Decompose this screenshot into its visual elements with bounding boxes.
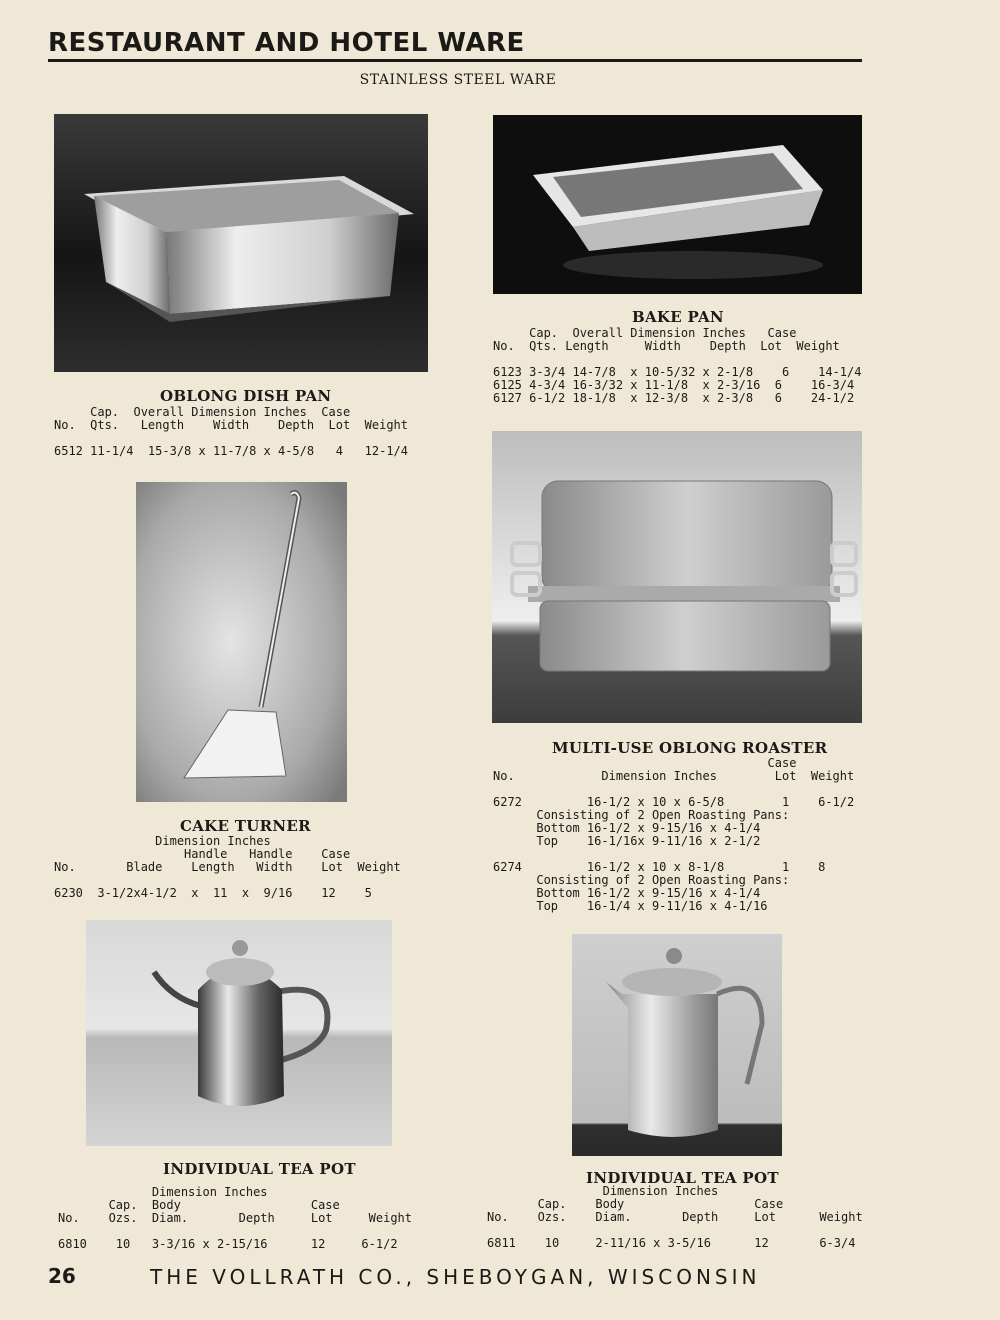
roaster-title: MULTI-USE OBLONG ROASTER [552,739,828,757]
bake-pan-photo [493,115,862,294]
dish-pan-table: Cap. Overall Dimension Inches Case No. Qts. Length Width Depth Lot Weight 6512 11-1/4 15-3/8 x 11-7/8 x 4-5/8 4 12-1/4 [54,405,409,458]
bake-pan-title: BAKE PAN [632,308,724,326]
teapot-6811-title: INDIVIDUAL TEA POT [586,1169,779,1187]
teapot-6810-table: Dimension Inches Cap. Body Case No. Ozs. Diam. Depth Lot Weight 6810 10 3-3/16 x 2-15/16 12 6-1/2 [58,1185,413,1251]
cake-turner-photo [136,482,347,802]
bake-pan-table: Cap. Overall Dimension Inches Case No. Qts. Length Width Depth Lot Weight 6123 3-3/4 14-7/8 x 10-5/32 x 2-1/8 6 14-1/4 6125 4-3/4 16-3/32 x 11-1/8 x 2-3/16 6 16-3/4 6127 6-1/2 18-1/8 x 12-3/8 x 2-3/8 6 24-1/2 [493,326,862,405]
dish-pan-photo [54,114,428,372]
roaster-photo [492,431,862,723]
roaster-table: Case No. Dimension Inches Lot Weight 6272 16-1/2 x 10 x 6-5/8 1 6-1/2 Consisting of 2 Open Roasting Pans: Bottom 16-1/2 x 9-15/16 x 4-1/4 Top 16-1/16x 9-11/16 x 2-1/2 6274 16-1/2 x 10 x 8-1/8 1 8 Consisting of 2 Open Roasting Pans: Bottom 16-1/2 x 9-15/16 x 4-1/4 Top 16-1/4 x 9-11/16 x 4-1/16 [493,756,855,913]
cake-turner-title: CAKE TURNER [180,817,311,835]
dish-pan-title: OBLONG DISH PAN [160,387,332,405]
page-number: 26 [48,1264,76,1288]
teapot-6810-photo [86,920,392,1146]
footer-company: THE VOLLRATH CO., SHEBOYGAN, WISCONSIN [150,1265,761,1289]
teapot-6811-table: Dimension Inches Cap. Body Case No. Ozs. Diam. Depth Lot Weight 6811 10 2-11/16 x 3-5/16 12 6-3/4 [487,1184,863,1250]
section-subtitle: STAINLESS STEEL WARE [359,72,557,88]
cake-turner-table: Dimension Inches Handle Handle Case No. Blade Length Width Lot Weight 6230 3-1/2x4-1/2 x 11 x 9/16 12 5 [54,834,401,900]
teapot-6810-title: INDIVIDUAL TEA POT [163,1160,356,1178]
title-rule [48,59,862,62]
teapot-6811-photo [572,934,782,1156]
page-title: RESTAURANT AND HOTEL WARE [48,28,525,58]
